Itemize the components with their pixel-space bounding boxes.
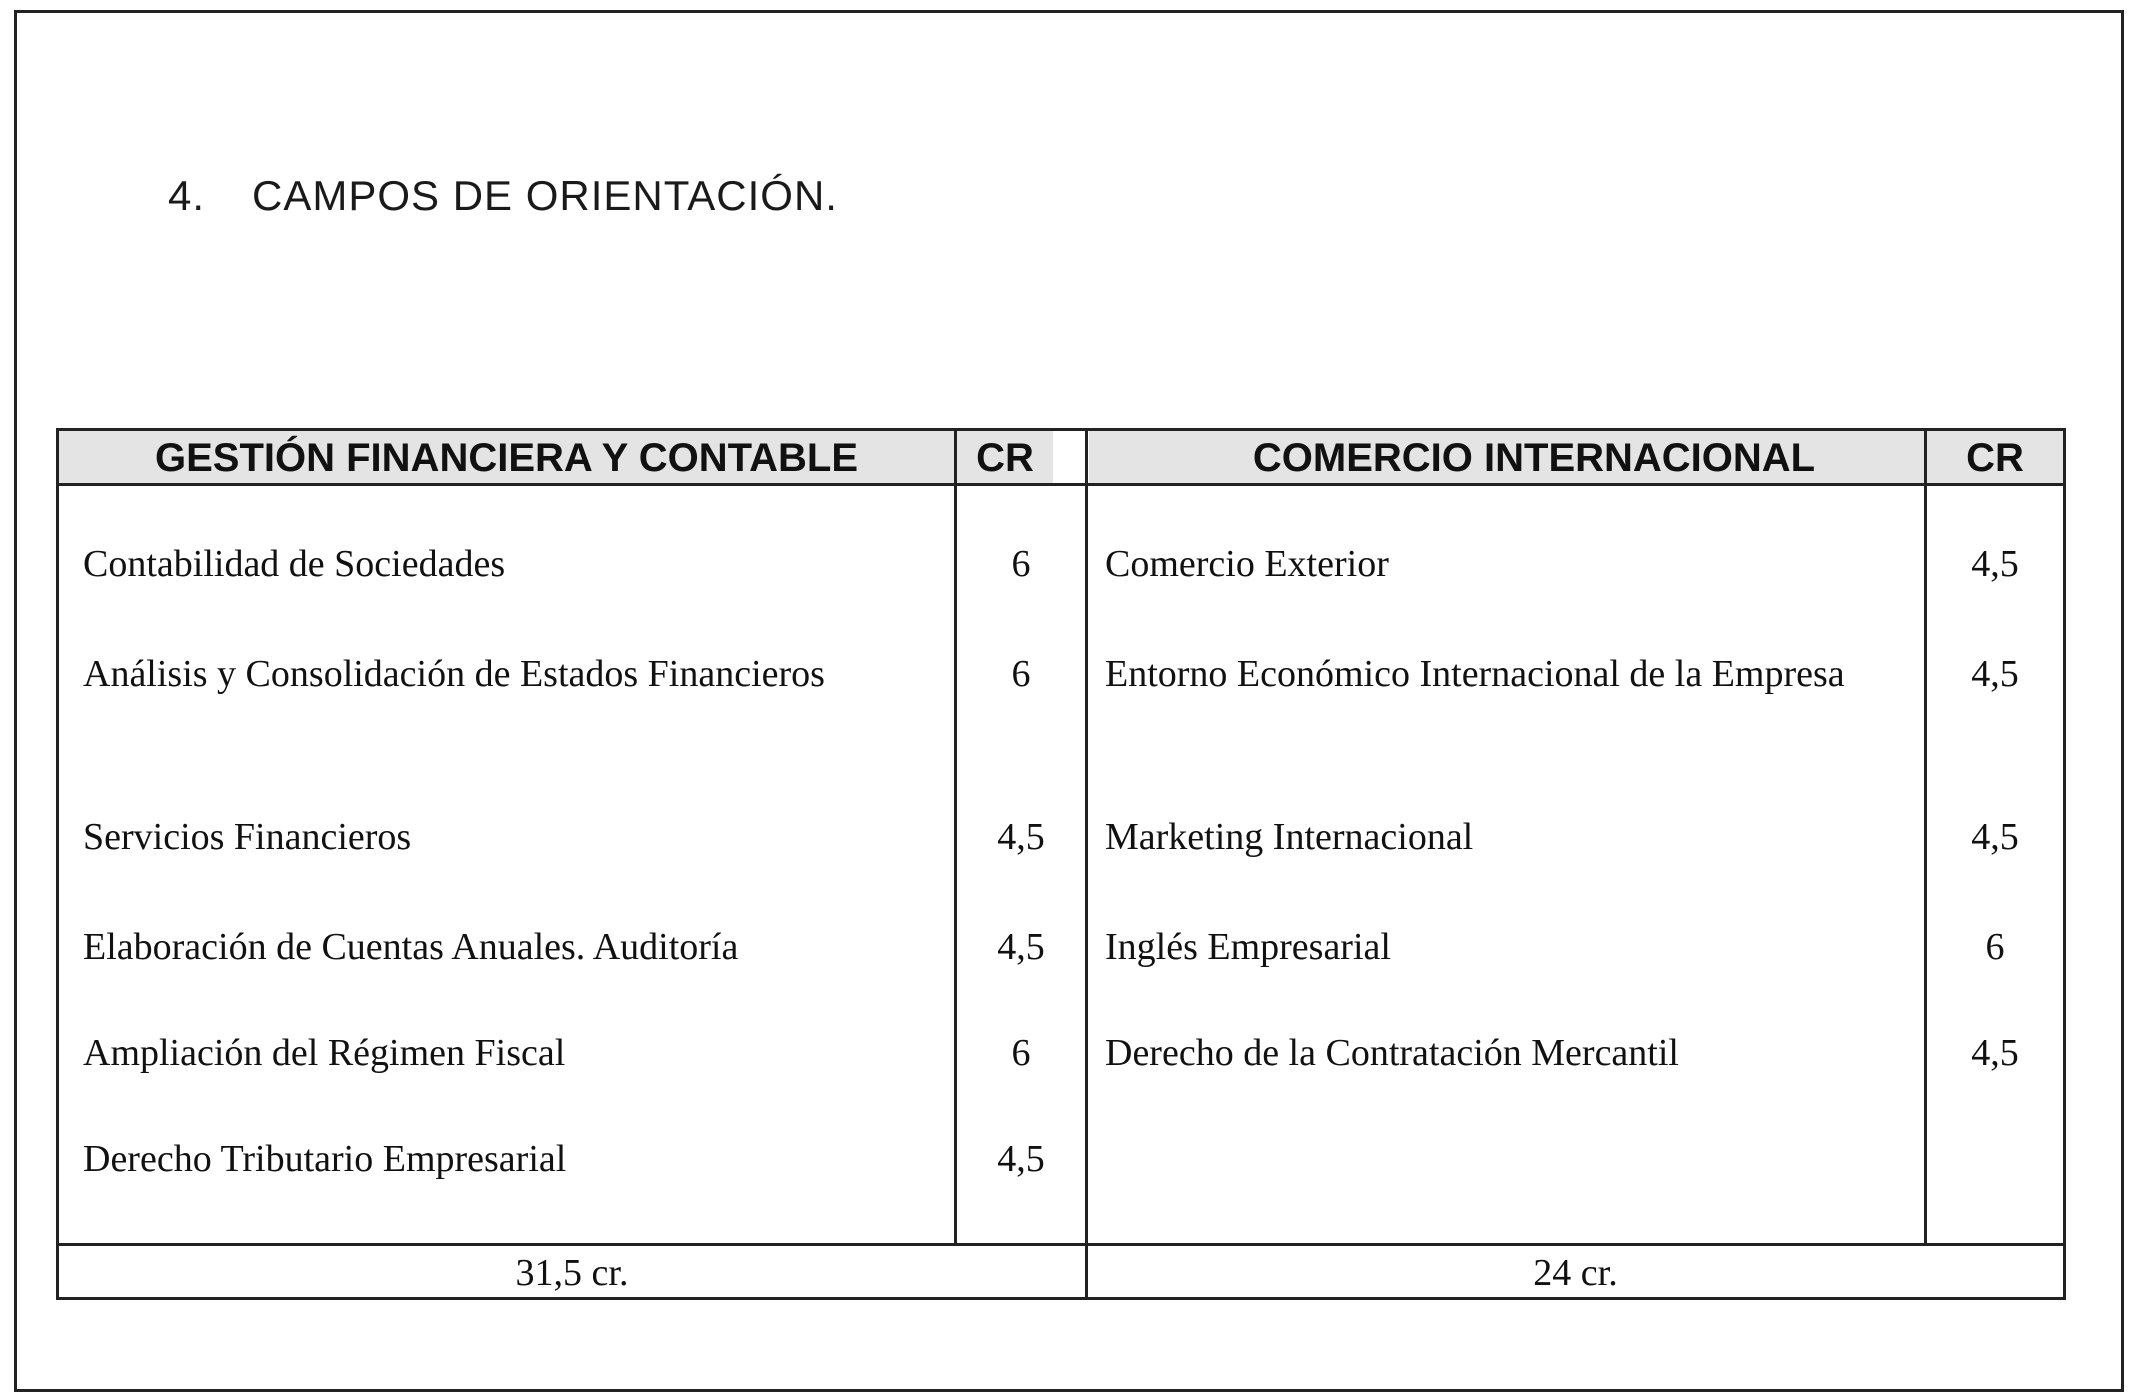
section-number: 4. [168, 172, 206, 219]
right-row-2-cr: 4,5 [1971, 653, 2019, 695]
right-row-5-cr: 4,5 [1971, 1032, 2019, 1074]
center-divider [1085, 431, 1088, 1300]
left-row-4-subject: Elaboración de Cuentas Anuales. Auditoría [83, 926, 739, 968]
left-row-6-cr: 4,5 [997, 1138, 1045, 1180]
right-row-3-subject: Marketing Internacional [1105, 816, 1474, 858]
left-table-total: 31,5 cr. [515, 1252, 629, 1294]
right-row-1-subject: Comercio Exterior [1105, 543, 1389, 585]
right-row-4-subject: Inglés Empresarial [1105, 926, 1391, 968]
right-row-4-cr: 6 [1985, 926, 2005, 968]
left-row-5-cr: 6 [1011, 1032, 1031, 1074]
right-row-5-subject: Derecho de la Contratación Mercantil [1105, 1032, 1679, 1074]
right-row-1-cr: 4,5 [1971, 543, 2019, 585]
right-row-3-cr: 4,5 [1971, 816, 2019, 858]
total-divider [59, 1243, 2063, 1246]
left-table-header: GESTIÓN FINANCIERA Y CONTABLE [59, 431, 954, 483]
right-table-total: 24 cr. [1533, 1252, 1618, 1294]
right-table-header: COMERCIO INTERNACIONAL [1089, 431, 1979, 483]
left-row-1-cr: 6 [1011, 543, 1031, 585]
header-divider [59, 483, 2063, 486]
left-row-1-subject: Contabilidad de Sociedades [83, 543, 506, 585]
left-row-5-subject: Ampliación del Régimen Fiscal [83, 1032, 566, 1074]
right-cr-header: CR [1927, 431, 2063, 483]
left-row-2-cr: 6 [1011, 653, 1031, 695]
left-row-4-cr: 4,5 [997, 926, 1045, 968]
section-title [168, 172, 838, 220]
left-row-3-subject: Servicios Financieros [83, 816, 412, 858]
orientation-table [56, 428, 2066, 1300]
left-row-2-subject: Análisis y Consolidación de Estados Financieros [83, 653, 825, 695]
right-row-2-subject: Entorno Económico Internacional de la Empresa [1105, 653, 1845, 695]
section-title-text: CAMPOS DE ORIENTACIÓN. [252, 172, 838, 219]
left-cr-header: CR [957, 431, 1053, 483]
left-row-6-subject: Derecho Tributario Empresarial [83, 1138, 567, 1180]
left-row-3-cr: 4,5 [997, 816, 1045, 858]
